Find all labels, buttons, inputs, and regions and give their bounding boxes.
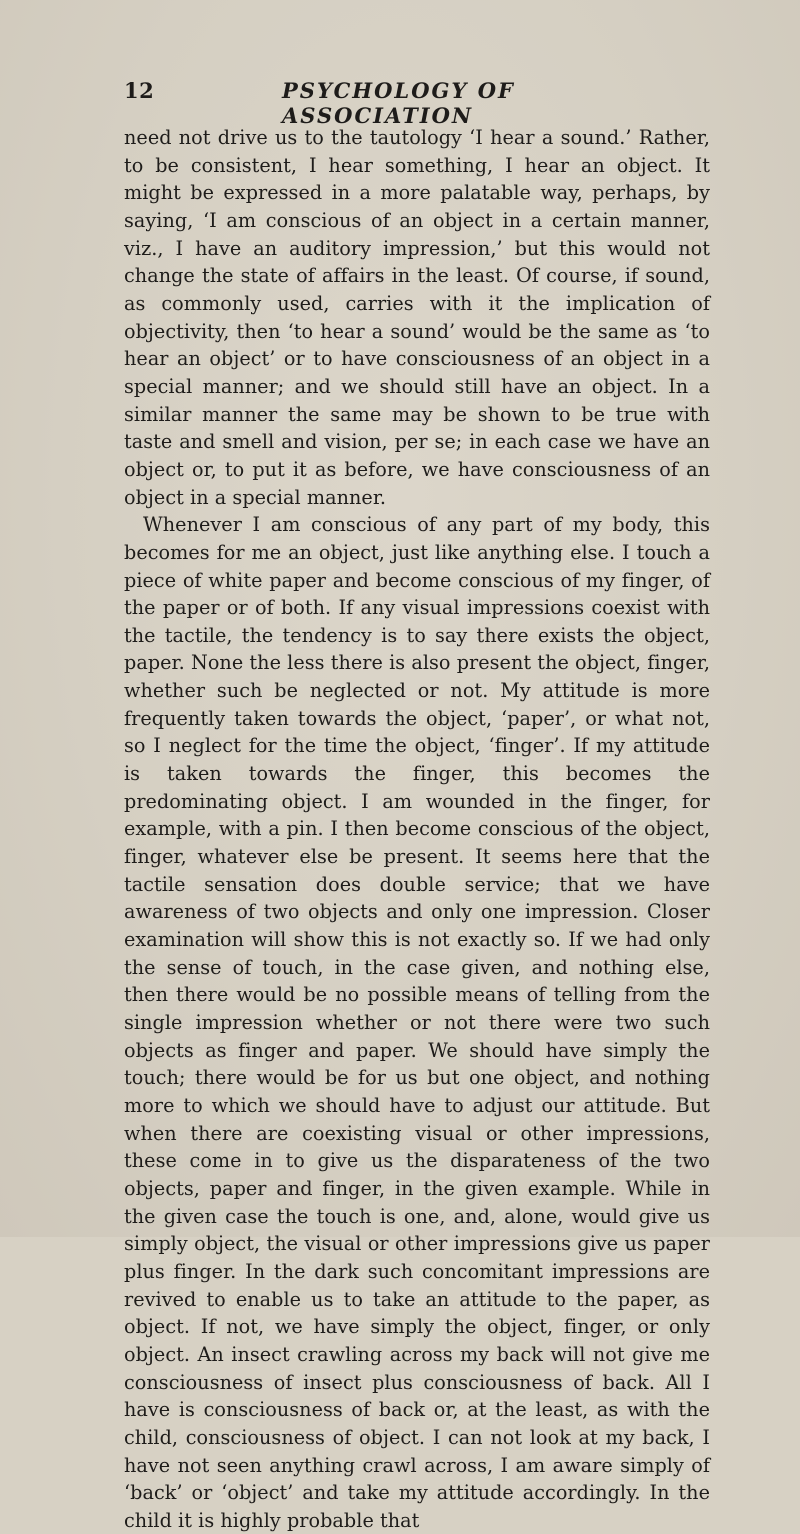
body-text [124, 124, 710, 1534]
paragraph-2: Whenever I am conscious of any part of my body, this becomes for me an object, just like anything else. I touch a piece of white paper and become conscious of my finger, of the paper or of both. If any visual impressions coexist with the tactile, the tendency is to say there exists the object, paper. None the less there is also present the object, finger, whether such be neglected or not. My attitude is more frequently taken towards the object, ‘paper’, or what not, so I neglect for the time the object, ‘finger’. If my attitude is taken towards the finger, this becomes the predominating object. I am wounded in the finger, for example, with a pin. I then become conscious of the object, finger, whatever else be present. It seems here that the tactile sensation does double service; that we have awareness of two objects and only one impression. Closer examination will show this is not exactly so. If we had only the sense of touch, in the case given, and nothing else, then there would be no possible means of telling from the single impression whether or not there were two such objects as finger and paper. We should have simply the touch; there would be for us but one object, and nothing more to which we should have to adjust our attitude. But when there are coexisting visual or other impressions, these come in to give us the disparateness of the two objects, paper and finger, in the given example. While in the given case the touch is one, and, alone, would give us simply object, the visual or other impressions give us paper plus finger. In the dark such concomitant impressions are revived to enable us to take an attitude to the paper, as object. If not, we have simply the object, finger, or only object. An insect crawling across my back will not give me consciousness of insect plus consciousness of back. All I have is consciousness of back or, at the least, as with the child, consciousness of object. I can not look at my back, I have not seen anything crawl across, I am aware simply of ‘back’ or ‘object’ and take my attitude accordingly. In the child it is highly probable that [124, 513, 710, 1532]
paragraph-1: need not drive us to the tautology ‘I hear a sound.’ Rather, to be consistent, I hear something, I hear an object. It might be expressed in a more palatable way, perhaps, by saying, ‘I am conscious of an object in a certain manner, viz., I have an auditory impression,’ but this would not change the state of affairs in the least. Of course, if sound, as commonly used, carries with it the implication of objectivity, then ‘to hear a sound’ would be the same as ‘to hear an object’ or to have consciousness of an object in a special manner; and we should still have an object. In a similar manner the same may be shown to be true with taste and smell and vision, per se; in each case we have an object or, to put it as before, we have consciousness of an object in a special manner. [124, 126, 710, 509]
running-title: PSYCHOLOGY OF ASSOCIATION [282, 78, 515, 128]
running-head [124, 78, 708, 128]
page-number: 12 [124, 78, 155, 103]
